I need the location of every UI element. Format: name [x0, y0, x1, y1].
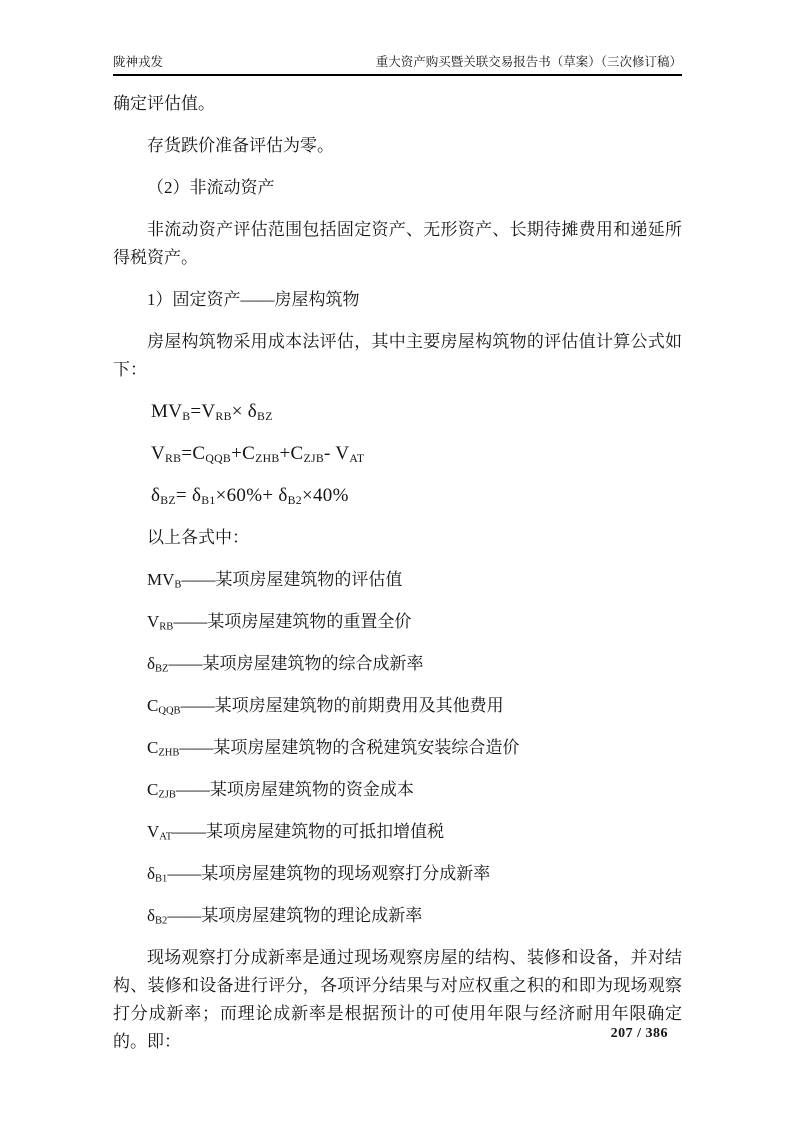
formula-subscript: RB — [165, 451, 182, 465]
paragraph: 确定评估值。 — [113, 94, 215, 113]
paragraph: 存货跌价准备评估为零。 — [147, 136, 334, 155]
formula-subscript: ZJB — [158, 789, 176, 801]
paragraph: $V_{RB}——$某项房屋建筑物的重置全价 — [147, 612, 412, 633]
page-header — [113, 54, 682, 70]
paragraph: $C_{ZJB}——$某项房屋建筑物的资金成本 — [147, 780, 414, 801]
document-body — [113, 90, 682, 1070]
paragraph: 房屋构筑物采用成本法评估，其中主要房屋构筑物的评估值计算公式如下： — [113, 332, 682, 379]
formula-subscript: B2 — [155, 915, 168, 927]
formula-subscript: ZJB — [303, 451, 325, 465]
paragraph: $MV_B——$某项房屋建筑物的评估值 — [147, 570, 403, 591]
paragraph: $V_{AT}——$某项房屋建筑物的可抵扣增值税 — [147, 822, 445, 843]
header-rule — [113, 74, 682, 76]
paragraph: 现场观察打分成新率是通过现场观察房屋的结构、装修和设备，并对结构、装修和设备进行评分，各项评分结果与对应权重之积的和即为现场观察打分成新率；而理论成新率是根据预计的可使用年限与经济耐用年限确定的。即： — [113, 948, 682, 1051]
formula-subscript: BZ — [155, 663, 169, 675]
paragraph: $C_{QQB}——$某项房屋建筑物的前期费用及其他费用 — [147, 696, 504, 717]
formula-subscript: ZHB — [255, 451, 280, 465]
paragraph: $\delta_{B2}——$某项房屋建筑物的理论成新率 — [147, 906, 423, 927]
page-footer — [113, 1024, 682, 1042]
formula-subscript: B — [174, 579, 182, 591]
formula-line: $\delta_{BZ}= \delta_{B1}\times 60\%+ \delta_{B2}\times 40\%$ — [151, 485, 349, 507]
formula-subscript: QQB — [205, 451, 232, 465]
header-doc-full-title: 重大资产购买暨关联交易报告书（草案）（三次修订稿） — [375, 55, 682, 69]
formula-line: $MV_B=V_{RB}\times \delta_{BZ}$ — [151, 401, 273, 423]
formula-subscript: ZHB — [158, 747, 180, 759]
paragraph: （2）非流动资产 — [147, 178, 275, 197]
formula-subscript: RB — [215, 409, 232, 423]
formula-subscript: QQB — [158, 705, 181, 717]
formula-subscript: BZ — [257, 409, 273, 423]
paragraph: $C_{ZHB}——$某项房屋建筑物的含税建筑安装综合造价 — [147, 738, 520, 759]
formula-subscript: B2 — [287, 493, 302, 507]
formula-line: $V_{RB}=C_{QQB}+C_{ZHB}+C_{ZJB}-$ $V_{AT}$ — [151, 443, 365, 465]
header-doc-short-title: 陇神戎发 — [113, 55, 164, 69]
formula-subscript: AT — [349, 451, 365, 465]
paragraph: 非流动资产评估范围包括固定资产、无形资产、长期待摊费用和递延所得税资产。 — [113, 220, 682, 267]
formula-subscript: BZ — [160, 493, 176, 507]
formula-subscript: B1 — [155, 873, 168, 885]
formula-subscript: RB — [159, 621, 174, 633]
paragraph: 1）固定资产——房屋构筑物 — [147, 290, 360, 309]
formula-subscript: B — [182, 409, 191, 423]
formula-subscript: AT — [159, 831, 173, 843]
paragraph: $\delta_{BZ}——$某项房屋建筑物的综合成新率 — [147, 654, 424, 675]
paragraph: 以上各式中： — [147, 528, 249, 547]
paragraph: $\delta_{B1}——$某项房屋建筑物的现场观察打分成新率 — [147, 864, 491, 885]
formula-subscript: B1 — [201, 493, 216, 507]
page-number: 207 / 386 — [610, 1026, 668, 1041]
